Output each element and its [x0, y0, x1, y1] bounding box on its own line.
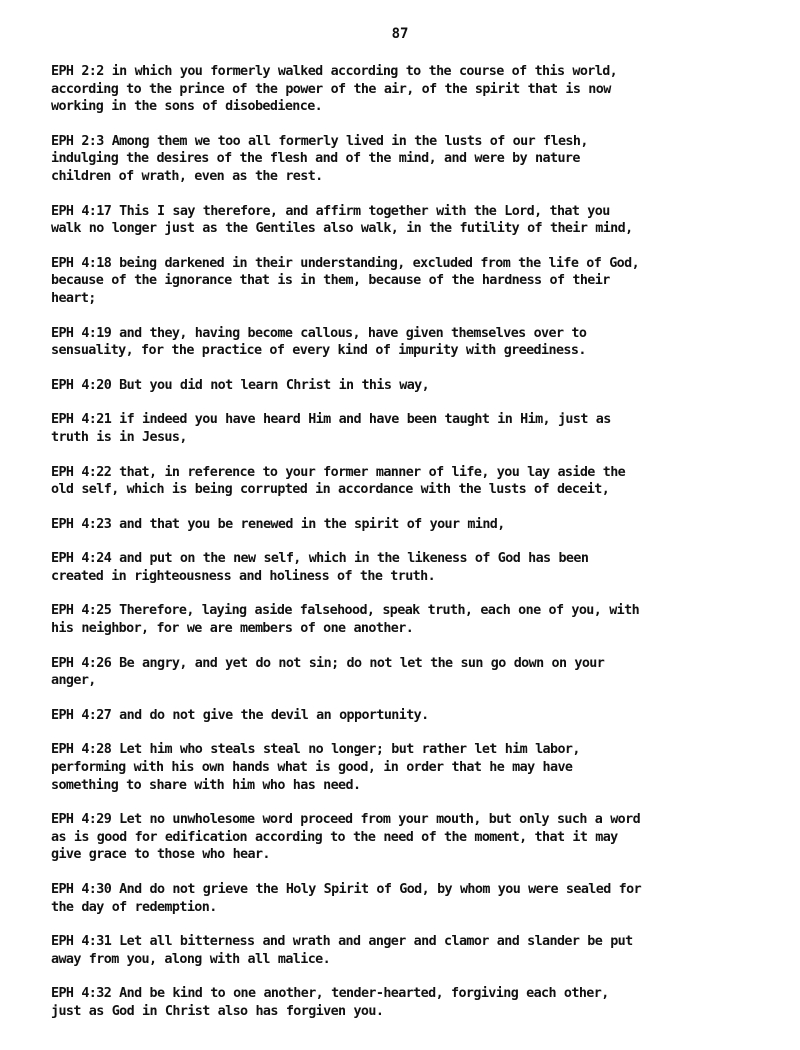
verse-reference: EPH 4:19 — [51, 325, 112, 341]
verse-paragraph — [51, 550, 751, 585]
verse-paragraph — [51, 811, 751, 864]
verse-text: and that you be renewed in the spirit of your mind, — [119, 516, 505, 532]
verse-text: Let all bitterness and wrath and anger and clamor and slander be put away from you, along with all malice. — [51, 934, 633, 967]
verse-paragraph — [51, 325, 751, 360]
verse-paragraph — [51, 933, 751, 968]
verse-paragraph — [51, 881, 751, 916]
verse-paragraph — [51, 411, 751, 446]
verse-text: and put on the new self, which in the likeness of God has been created in righteousness and holiness of the truth. — [51, 551, 589, 584]
verse-paragraph — [51, 203, 751, 238]
verse-text: But you did not learn Christ in this way, — [119, 377, 430, 393]
verse-paragraph — [51, 133, 751, 186]
verse-paragraph — [51, 655, 751, 690]
verse-text: and they, having become callous, have given themselves over to sensuality, for the practice of every kind of impurity with greediness. — [51, 325, 587, 359]
verse-paragraph — [51, 63, 751, 116]
verse-text: and do not give the devil an opportunity. — [119, 707, 429, 723]
verse-paragraph — [51, 985, 751, 1020]
verse-text: being darkened in their understanding, excluded from the life of God, because of the ignorance that is in them, because of the hardness of their heart; — [51, 255, 640, 306]
verse-text: Let him who steals steal no longer; but rather let him labor, performing with his own hands what is good, in order that he may have something to share with him who has need. — [51, 742, 580, 793]
verse-paragraph — [51, 741, 751, 794]
verse-reference: EPH 2:2 — [51, 64, 104, 79]
verse-paragraph — [51, 516, 751, 534]
verse-text: Therefore, laying aside falsehood, speak truth, each one of you, with his neighbor, for we are members of one another. — [51, 603, 640, 637]
page-number: 87 — [391, 26, 409, 42]
verse-list — [51, 63, 751, 1038]
verse-reference: EPH 4:23 — [51, 516, 112, 532]
verse-reference: EPH 4:21 — [51, 412, 112, 428]
verse-text: And be kind to one another, tender-hearted, forgiving each other, just as God in Christ also has forgiven you. — [51, 986, 609, 1019]
verse-reference: EPH 4:18 — [51, 255, 112, 271]
verse-paragraph — [51, 602, 751, 637]
verse-reference: EPH 4:22 — [51, 464, 112, 480]
verse-text: that, in reference to your former manner of life, you lay aside the old self, which is being corrupted in accordance with the lusts of deceit, — [51, 464, 626, 498]
verse-reference: EPH 4:25 — [51, 603, 112, 619]
verse-reference: EPH 4:24 — [51, 551, 112, 567]
verse-text: This I say therefore, and affirm together with the Lord, that you walk no longer just as the Gentiles also walk, in the futility of their mind, — [51, 203, 633, 237]
verse-paragraph — [51, 707, 751, 725]
verse-paragraph — [51, 255, 751, 308]
verse-paragraph — [51, 464, 751, 499]
verse-text: Among them we too all formerly lived in the lusts of our flesh, indulging the desires of the flesh and of the mind, and were by nature children of wrath, even as the rest. — [51, 133, 588, 184]
verse-reference: EPH 4:17 — [51, 203, 112, 219]
verse-reference: EPH 4:27 — [51, 707, 112, 723]
verse-reference: EPH 4:32 — [51, 986, 112, 1002]
verse-text: And do not grieve the Holy Spirit of God, by whom you were sealed for the day of redemption. — [51, 882, 642, 915]
verse-text: Let no unwholesome word proceed from your mouth, but only such a word as is good for edification according to the need of the moment, that it may give grace to those who hear. — [51, 812, 641, 863]
verse-reference: EPH 4:20 — [51, 377, 112, 393]
verse-reference: EPH 4:28 — [51, 742, 112, 758]
verse-reference: EPH 4:30 — [51, 882, 112, 897]
verse-reference: EPH 2:3 — [51, 133, 104, 149]
verse-reference: EPH 4:31 — [51, 934, 112, 950]
verse-reference: EPH 4:26 — [51, 655, 112, 671]
verse-text: Be angry, and yet do not sin; do not let the sun go down on your anger, — [51, 655, 605, 689]
verse-paragraph — [51, 377, 751, 395]
verse-text: if indeed you have heard Him and have been taught in Him, just as truth is in Jesus, — [51, 412, 611, 445]
verse-text: in which you formerly walked according to the course of this world, according to the prince of the power of the air, of the spirit that is now working in the sons of disobedience. — [51, 64, 618, 115]
verse-reference: EPH 4:29 — [51, 812, 112, 828]
